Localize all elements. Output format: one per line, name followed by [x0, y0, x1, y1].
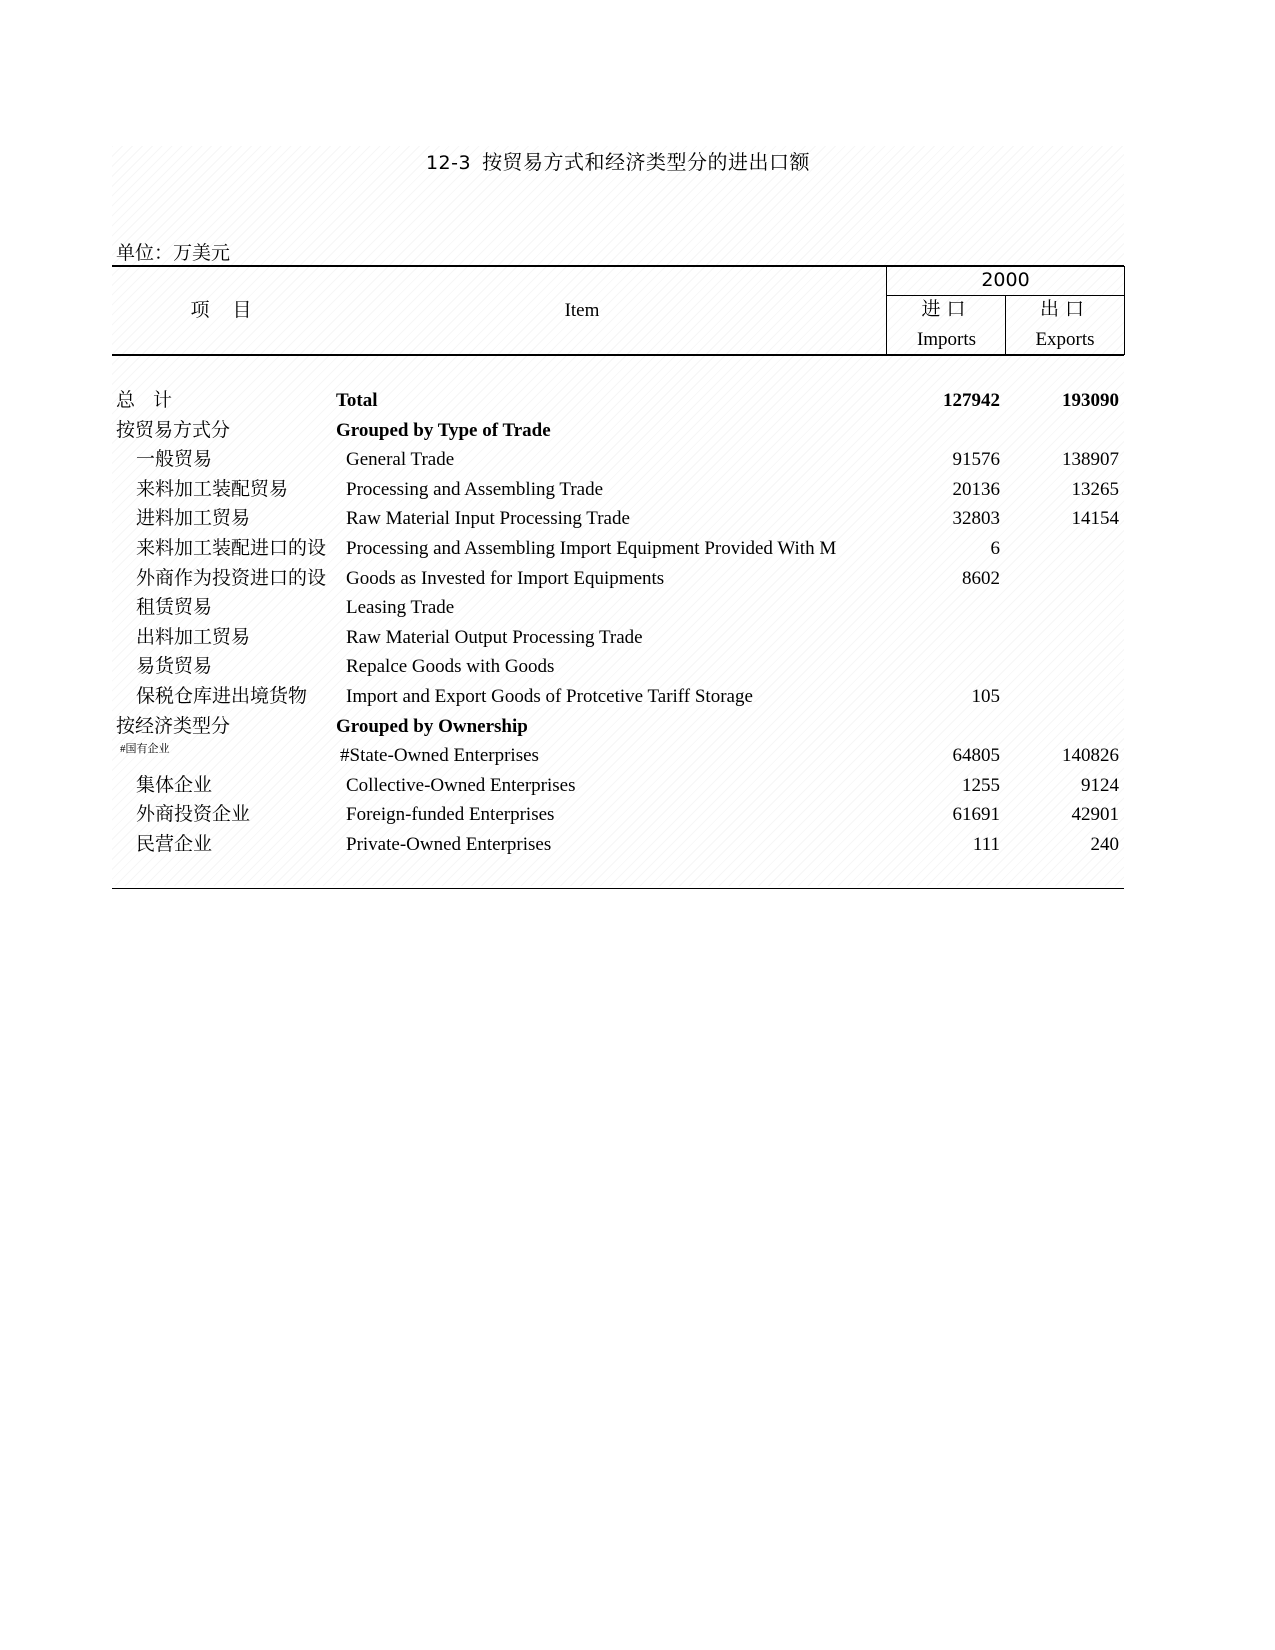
row-imports: 64805 — [952, 745, 1000, 767]
row-label-cn: 总计 — [116, 390, 191, 411]
row-label-cn: 一般贸易 — [136, 449, 213, 471]
row-label-en: Total — [336, 390, 378, 411]
table-sheet — [112, 146, 1124, 886]
table-row — [112, 564, 1124, 594]
row-label-cn: 来料加工装配进口的设 — [136, 537, 327, 559]
row-exports: 138907 — [1062, 449, 1119, 471]
header-imports-en: Imports — [916, 329, 977, 350]
row-label-cn: 按贸易方式分 — [116, 419, 231, 441]
row-imports: 127942 — [943, 390, 1000, 411]
row-imports: 61691 — [952, 804, 1000, 826]
row-imports: 8602 — [962, 567, 1000, 589]
row-imports: 1255 — [962, 774, 1000, 796]
row-label-en: General Trade — [346, 449, 455, 471]
row-imports: 32803 — [952, 508, 1000, 530]
row-exports: 193090 — [1062, 390, 1119, 411]
row-label-cn: 租赁贸易 — [136, 597, 213, 619]
table-body — [112, 386, 1124, 860]
row-label-cn: 集体企业 — [136, 774, 213, 796]
table-row — [112, 682, 1124, 712]
row-exports: 140826 — [1062, 745, 1119, 767]
row-exports: 42901 — [1071, 804, 1119, 826]
row-label-en: Repalce Goods with Goods — [346, 656, 555, 678]
row-imports: 20136 — [952, 478, 1000, 500]
unit-label: 单位：万美元 — [116, 243, 231, 264]
row-label-cn: 保税仓库进出境货物 — [136, 685, 308, 707]
row-exports: 13265 — [1071, 478, 1119, 500]
table-row — [112, 504, 1124, 534]
row-exports: 14154 — [1071, 508, 1119, 530]
table-row — [112, 652, 1124, 682]
row-label-cn: 出料加工贸易 — [136, 626, 251, 648]
row-label-cn: 外商作为投资进口的设 — [136, 567, 327, 589]
header-exports — [1005, 296, 1125, 355]
header-item-cn: 项 目 — [190, 300, 254, 321]
row-exports: 9124 — [1081, 774, 1119, 796]
header-imports-cn: 进口 — [921, 299, 972, 320]
table-row — [112, 741, 1124, 771]
table-row — [112, 534, 1124, 564]
row-imports: 91576 — [952, 449, 1000, 471]
row-label-cn: 按经济类型分 — [116, 715, 231, 737]
table-number: 12-3 — [425, 152, 472, 174]
row-label-cn: 易货贸易 — [136, 656, 213, 678]
table-row — [112, 830, 1124, 860]
header-year: 2000 — [886, 266, 1125, 296]
row-imports: 105 — [971, 685, 1000, 707]
table-row — [112, 771, 1124, 801]
table-row — [112, 386, 1124, 416]
row-label-cn: 民营企业 — [136, 833, 213, 855]
table-row — [112, 623, 1124, 653]
page-title — [112, 146, 1124, 176]
row-label-cn: #国有企业 — [120, 743, 170, 756]
header-bottom-rule — [112, 354, 1124, 356]
row-label-cn: 外商投资企业 — [136, 804, 251, 826]
header-exports-en: Exports — [1035, 329, 1095, 350]
row-imports: 111 — [972, 833, 1000, 855]
row-label-en: #State-Owned Enterprises — [340, 745, 539, 767]
row-label-en: Foreign-funded Enterprises — [346, 804, 555, 826]
row-label-en: Processing and Assembling Trade — [346, 478, 604, 500]
row-label-en: Grouped by Ownership — [336, 715, 528, 737]
table-row — [112, 593, 1124, 623]
table-row — [112, 712, 1124, 742]
row-label-en: Grouped by Type of Trade — [336, 419, 551, 441]
header-imports — [886, 296, 1006, 355]
row-label-cn: 来料加工装配贸易 — [136, 478, 289, 500]
row-exports: 240 — [1090, 833, 1119, 855]
row-imports: 6 — [990, 537, 1000, 559]
row-label-en: Import and Export Goods of Protcetive Tariff Storage — [346, 685, 753, 707]
row-label-en: Leasing Trade — [346, 597, 455, 619]
table-row — [112, 416, 1124, 446]
table-row — [112, 800, 1124, 830]
header-item-en: Item — [564, 300, 600, 321]
row-label-en: Processing and Assembling Import Equipment Provided With M — [346, 537, 837, 559]
title-text: 按贸易方式和经济类型分的进出口额 — [482, 152, 811, 174]
row-label-cn: 进料加工贸易 — [136, 508, 251, 530]
row-label-en: Raw Material Input Processing Trade — [346, 508, 630, 530]
table-row — [112, 475, 1124, 505]
row-label-en: Raw Material Output Processing Trade — [346, 626, 643, 648]
row-label-en: Goods as Invested for Import Equipments — [346, 567, 665, 589]
header-exports-cn: 出口 — [1039, 299, 1090, 320]
row-label-en: Private-Owned Enterprises — [346, 833, 552, 855]
row-label-en: Collective-Owned Enterprises — [346, 774, 576, 796]
table-row — [112, 445, 1124, 475]
table-bottom-rule — [112, 888, 1124, 889]
